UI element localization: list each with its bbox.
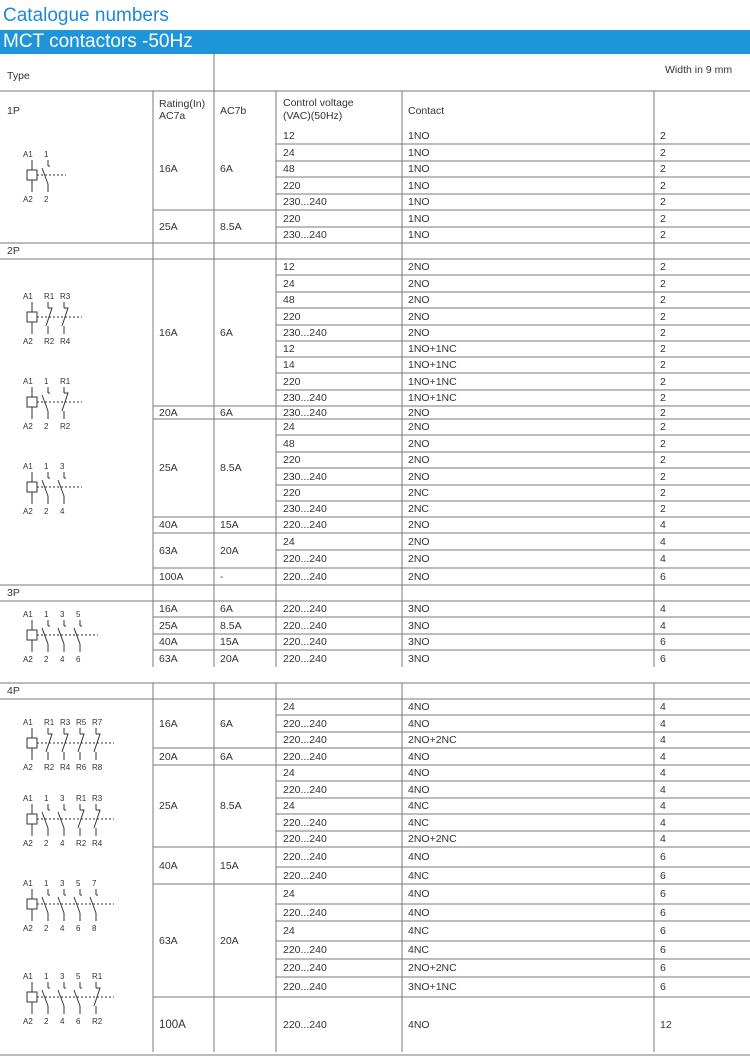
module-width: 2: [660, 310, 666, 323]
svg-text:A2: A2: [23, 507, 33, 516]
svg-text:R1: R1: [60, 377, 71, 386]
contact-type: 2NO: [408, 294, 430, 306]
rating-ac7a: 16A: [159, 326, 178, 339]
module-width: 2: [660, 212, 666, 225]
svg-text:R3: R3: [92, 794, 103, 803]
module-width: 2: [660, 454, 666, 466]
contact-type: 1NO+1NC: [408, 375, 457, 388]
contact-type: 1NO: [408, 179, 430, 192]
wiring-diagram-icon: [20, 375, 84, 435]
svg-text:A2: A2: [23, 195, 33, 204]
rating-ac7b: 8.5A: [220, 800, 242, 812]
contact-type: 2NO: [408, 470, 430, 483]
rating-ac7a: 25A: [159, 619, 178, 632]
svg-text:3: 3: [60, 972, 65, 981]
module-width: 4: [660, 800, 666, 812]
module-width: 4: [660, 767, 666, 779]
control-voltage: 220...240: [283, 603, 327, 615]
control-voltage: 220...240: [283, 906, 327, 919]
wiring-diagram-icon: [20, 460, 84, 520]
control-voltage: 220...240: [283, 851, 327, 863]
module-width: 4: [660, 783, 666, 796]
control-voltage: 12: [283, 261, 295, 273]
svg-text:A1: A1: [23, 292, 33, 301]
module-width: 2: [660, 179, 666, 192]
control-voltage: 220...240: [283, 783, 327, 796]
width-note: Width in 9 mm: [665, 64, 733, 76]
svg-text:5: 5: [76, 610, 81, 619]
svg-text:A2: A2: [23, 422, 33, 431]
svg-text:A2: A2: [23, 839, 33, 848]
svg-text:R2: R2: [44, 337, 55, 346]
contact-type: 4NO: [408, 783, 430, 796]
module-width: 2: [660, 503, 666, 515]
contact-type: 4NC: [408, 800, 430, 812]
rating-ac7b: 20A: [220, 652, 239, 665]
svg-text:R4: R4: [60, 337, 71, 346]
control-voltage: 220...240: [283, 636, 327, 648]
control-voltage: 220...240: [283, 962, 327, 974]
rating-ac7a: 16A: [159, 717, 178, 730]
svg-text:1: 1: [44, 879, 49, 888]
rating-ac7b: 6A: [220, 603, 233, 615]
voltage-header-unit: (VAC)(50Hz): [283, 110, 343, 122]
svg-text:A1: A1: [23, 610, 33, 619]
module-width: 6: [660, 636, 666, 648]
svg-text:2: 2: [44, 839, 49, 848]
contact-type: 2NO+2NC: [408, 833, 457, 845]
contact-type: 4NO: [408, 701, 430, 713]
control-voltage: 230...240: [283, 470, 327, 483]
contact-type: 2NO: [408, 421, 430, 433]
contact-type: 3NO+1NC: [408, 981, 457, 993]
svg-text:R6: R6: [76, 763, 87, 772]
control-voltage: 48: [283, 294, 295, 306]
module-width: 2: [660, 277, 666, 290]
contact-type: 2NC: [408, 503, 430, 515]
svg-text:R5: R5: [76, 718, 87, 727]
section-label-1p: 1P: [7, 105, 20, 117]
control-voltage: 220...240: [283, 570, 327, 583]
rating-ac7b: 15A: [220, 859, 239, 872]
control-voltage: 24: [283, 925, 295, 937]
module-width: 4: [660, 717, 666, 730]
module-width: 2: [660, 294, 666, 306]
control-voltage: 220: [283, 179, 301, 192]
control-voltage: 220...240: [283, 750, 327, 763]
control-voltage: 220...240: [283, 519, 327, 531]
control-voltage: 220...240: [283, 652, 327, 665]
svg-text:A2: A2: [23, 1017, 33, 1026]
rating-ac7b: 8.5A: [220, 462, 242, 474]
contact-type: 2NO: [408, 454, 430, 466]
svg-text:2: 2: [44, 1017, 49, 1026]
contact-type: 2NC: [408, 487, 430, 499]
rating-ac7a: 100A: [159, 570, 184, 583]
svg-text:R2: R2: [92, 1017, 103, 1026]
module-width: 4: [660, 519, 666, 531]
control-voltage: 12: [283, 130, 295, 142]
contact-type: 3NO: [408, 603, 430, 615]
contact-type: 2NO: [408, 327, 430, 339]
control-voltage: 14: [283, 359, 295, 371]
svg-text:R7: R7: [92, 718, 103, 727]
svg-text:R8: R8: [92, 763, 103, 772]
control-voltage: 230...240: [283, 406, 327, 419]
voltage-header: Control voltage: [283, 97, 354, 109]
control-voltage: 220: [283, 310, 301, 323]
section-label-2p: 2P: [7, 245, 20, 257]
svg-text:1: 1: [44, 150, 49, 159]
svg-text:A1: A1: [23, 377, 33, 386]
module-width: 4: [660, 553, 666, 565]
contact-type: 3NO: [408, 652, 430, 665]
rating-ac7a: 40A: [159, 519, 178, 531]
contact-type: 2NO: [408, 277, 430, 290]
module-width: 2: [660, 343, 666, 355]
module-width: 6: [660, 944, 666, 956]
rating-ac7b: 6A: [220, 750, 233, 763]
svg-text:8: 8: [92, 924, 97, 933]
module-width: 4: [660, 750, 666, 763]
svg-text:R1: R1: [92, 972, 103, 981]
svg-text:1: 1: [44, 462, 49, 471]
control-voltage: 24: [283, 535, 295, 548]
rating-ac7a: 20A: [159, 406, 178, 419]
module-width: 6: [660, 925, 666, 937]
contact-type: 4NC: [408, 925, 430, 937]
contact-type: 1NO+1NC: [408, 343, 457, 355]
svg-text:2: 2: [44, 507, 49, 516]
svg-text:2: 2: [44, 924, 49, 933]
contact-type: 1NO: [408, 130, 430, 142]
control-voltage: 220: [283, 212, 301, 225]
rating-ac7b: 6A: [220, 406, 233, 419]
svg-text:A2: A2: [23, 337, 33, 346]
contact-type: 4NC: [408, 869, 430, 882]
module-width: 2: [660, 406, 666, 419]
rating-ac7a: 25A: [159, 462, 178, 474]
control-voltage: 230...240: [283, 503, 327, 515]
rating-ac7a: 20A: [159, 750, 178, 763]
svg-text:R3: R3: [60, 718, 71, 727]
svg-text:R4: R4: [60, 763, 71, 772]
rating-ac7b: 20A: [220, 544, 239, 557]
module-width: 2: [660, 392, 666, 404]
svg-text:1: 1: [44, 610, 49, 619]
rating-ac7a: 40A: [159, 636, 178, 648]
svg-text:A2: A2: [23, 655, 33, 664]
control-voltage: 220: [283, 375, 301, 388]
module-width: 2: [660, 375, 666, 388]
svg-text:A1: A1: [23, 972, 33, 981]
module-width: 4: [660, 619, 666, 632]
rating-ac7b: 20A: [220, 934, 239, 947]
svg-text:R1: R1: [44, 718, 55, 727]
module-width: 4: [660, 816, 666, 829]
control-voltage: 220...240: [283, 1018, 327, 1031]
contact-header: Contact: [408, 105, 445, 117]
control-voltage: 230...240: [283, 229, 327, 241]
svg-text:5: 5: [76, 972, 81, 981]
contact-type: 2NO+2NC: [408, 734, 457, 746]
contact-type: 3NO: [408, 619, 430, 632]
module-width: 2: [660, 146, 666, 159]
rating-ac7b: 6A: [220, 717, 233, 730]
rating-ac7a: 25A: [159, 220, 178, 233]
module-width: 2: [660, 359, 666, 371]
control-voltage: 24: [283, 800, 295, 812]
rating-ac7b: 15A: [220, 636, 239, 648]
svg-text:R1: R1: [76, 794, 87, 803]
module-width: 4: [660, 603, 666, 615]
svg-text:1: 1: [44, 972, 49, 981]
contact-type: 1NO: [408, 229, 430, 241]
subtitle-band: [0, 30, 750, 54]
control-voltage: 24: [283, 701, 295, 713]
contact-type: 4NO: [408, 906, 430, 919]
svg-text:A1: A1: [23, 879, 33, 888]
contact-type: 1NO: [408, 212, 430, 225]
module-width: 4: [660, 734, 666, 746]
contact-type: 4NO: [408, 851, 430, 863]
contact-type: 4NO: [408, 717, 430, 730]
module-width: 6: [660, 570, 666, 583]
contact-type: 2NO: [408, 261, 430, 273]
control-voltage: 220...240: [283, 553, 327, 565]
subtitle: MCT contactors -50Hz: [3, 31, 193, 52]
module-width: 6: [660, 981, 666, 993]
svg-text:1: 1: [44, 377, 49, 386]
control-voltage: 24: [283, 421, 295, 433]
wiring-diagram-icon: [20, 792, 116, 852]
svg-text:A2: A2: [23, 924, 33, 933]
contact-type: 4NC: [408, 816, 430, 829]
control-voltage: 24: [283, 767, 295, 779]
svg-text:A1: A1: [23, 794, 33, 803]
rating-ac7a: 25A: [159, 800, 178, 812]
catalogue-title: Catalogue numbers: [3, 5, 169, 26]
contact-type: 4NC: [408, 944, 430, 956]
svg-text:R2: R2: [76, 839, 87, 848]
svg-text:A2: A2: [23, 763, 33, 772]
section-label-3p: 3P: [7, 587, 20, 599]
svg-text:R4: R4: [92, 839, 103, 848]
svg-text:3: 3: [60, 794, 65, 803]
control-voltage: 220: [283, 454, 301, 466]
module-width: 6: [660, 652, 666, 665]
module-width: 2: [660, 261, 666, 273]
control-voltage: 220...240: [283, 981, 327, 993]
module-width: 2: [660, 327, 666, 339]
svg-text:A1: A1: [23, 150, 33, 159]
module-width: 2: [660, 437, 666, 450]
type-label: Type: [7, 70, 30, 82]
contact-type: 4NO: [408, 767, 430, 779]
svg-text:7: 7: [92, 879, 97, 888]
control-voltage: 24: [283, 146, 295, 159]
contact-type: 2NO: [408, 519, 430, 531]
contact-type: 1NO+1NC: [408, 392, 457, 404]
control-voltage: 220...240: [283, 717, 327, 730]
control-voltage: 220...240: [283, 734, 327, 746]
contact-type: 2NO: [408, 570, 430, 583]
module-width: 12: [660, 1018, 672, 1031]
control-voltage: 12: [283, 343, 295, 355]
rating-ac7a: 100A: [159, 1018, 186, 1031]
rating-ac7a: 63A: [159, 652, 178, 665]
module-width: 2: [660, 470, 666, 483]
rating-ac7a: 63A: [159, 934, 178, 947]
svg-text:2: 2: [44, 655, 49, 664]
module-width: 6: [660, 851, 666, 863]
contact-type: 3NO: [408, 636, 430, 648]
control-voltage: 220...240: [283, 833, 327, 845]
control-voltage: 230...240: [283, 327, 327, 339]
wiring-diagram-icon: [20, 148, 68, 208]
svg-text:3: 3: [60, 610, 65, 619]
svg-text:A1: A1: [23, 718, 33, 727]
svg-text:R3: R3: [60, 292, 71, 301]
control-voltage: 48: [283, 163, 295, 175]
rating-ac7a: 16A: [159, 603, 178, 615]
contact-type: 2NO+2NC: [408, 962, 457, 974]
wiring-diagram-icon: [20, 970, 116, 1030]
rating-ac7b: 8.5A: [220, 220, 242, 233]
control-voltage: 220...240: [283, 944, 327, 956]
control-voltage: 230...240: [283, 196, 327, 208]
contact-type: 4NO: [408, 750, 430, 763]
module-width: 6: [660, 888, 666, 900]
module-width: 4: [660, 833, 666, 845]
svg-text:2: 2: [44, 422, 49, 431]
contact-type: 2NO: [408, 406, 430, 419]
svg-text:4: 4: [60, 924, 65, 933]
control-voltage: 230...240: [283, 392, 327, 404]
rating-ac7a: 40A: [159, 859, 178, 872]
module-width: 2: [660, 229, 666, 241]
wiring-diagram-icon: [20, 877, 116, 937]
control-voltage: 24: [283, 888, 295, 900]
control-voltage: 24: [283, 277, 295, 290]
svg-text:6: 6: [76, 655, 81, 664]
rating-ac7b: 6A: [220, 163, 233, 175]
svg-text:1: 1: [44, 794, 49, 803]
control-voltage: 48: [283, 437, 295, 450]
svg-text:R1: R1: [44, 292, 55, 301]
contact-type: 4NO: [408, 1018, 430, 1031]
contact-type: 1NO: [408, 196, 430, 208]
module-width: 6: [660, 869, 666, 882]
module-width: 2: [660, 163, 666, 175]
rating-ac7a: 16A: [159, 163, 178, 175]
rating-ac7a: 63A: [159, 544, 178, 557]
module-width: 6: [660, 906, 666, 919]
control-voltage: 220...240: [283, 869, 327, 882]
module-width: 2: [660, 130, 666, 142]
svg-text:2: 2: [44, 195, 49, 204]
module-width: 2: [660, 421, 666, 433]
control-voltage: 220...240: [283, 619, 327, 632]
svg-text:R2: R2: [60, 422, 71, 431]
svg-text:4: 4: [60, 1017, 65, 1026]
ac7b-header: AC7b: [220, 105, 247, 117]
control-voltage: 220...240: [283, 816, 327, 829]
contact-type: 1NO+1NC: [408, 359, 457, 371]
svg-text:6: 6: [76, 924, 81, 933]
contact-type: 1NO: [408, 146, 430, 159]
contact-type: 2NO: [408, 310, 430, 323]
svg-text:4: 4: [60, 655, 65, 664]
svg-text:5: 5: [76, 879, 81, 888]
rating-ac7b: 8.5A: [220, 619, 242, 632]
svg-text:3: 3: [60, 462, 65, 471]
module-width: 4: [660, 701, 666, 713]
svg-text:R2: R2: [44, 763, 55, 772]
svg-text:6: 6: [76, 1017, 81, 1026]
rating-header: Rating(In): [159, 98, 206, 110]
svg-text:3: 3: [60, 879, 65, 888]
contact-type: 2NO: [408, 437, 430, 450]
contact-type: 2NO: [408, 553, 430, 565]
module-width: 6: [660, 962, 666, 974]
wiring-diagram-icon: [20, 290, 84, 350]
rating-ac7b: 15A: [220, 519, 239, 531]
control-voltage: 220: [283, 487, 301, 499]
svg-text:A1: A1: [23, 462, 33, 471]
contact-type: 1NO: [408, 163, 430, 175]
wiring-diagram-icon: [20, 608, 100, 668]
svg-text:4: 4: [60, 839, 65, 848]
rating-header-ac7a: AC7a: [159, 110, 186, 122]
wiring-diagram-icon: [20, 716, 116, 776]
module-width: 2: [660, 196, 666, 208]
module-width: 4: [660, 535, 666, 548]
svg-text:4: 4: [60, 507, 65, 516]
contact-type: 2NO: [408, 535, 430, 548]
rating-ac7b: 6A: [220, 326, 233, 339]
rating-ac7b: -: [220, 570, 224, 583]
module-width: 2: [660, 487, 666, 499]
section-label-4p: 4P: [7, 685, 20, 697]
contact-type: 4NO: [408, 888, 430, 900]
